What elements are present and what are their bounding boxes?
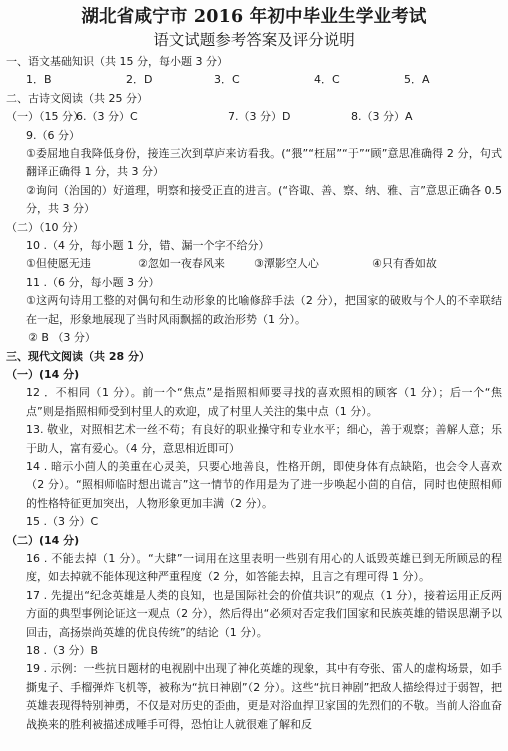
answer-3: 3．C: [214, 73, 240, 87]
section-1-answers: [6, 71, 502, 89]
answer-10-options: [6, 255, 502, 273]
section-2-heading: 二、古诗文阅读（共 25 分）: [6, 91, 148, 105]
answer-12: 12 ．不相同（1 分）。前一个“焦点”是指照相师要寻找的喜欢照相的顾客（1 分）；后一个“焦点”则是指照相师受到村里人的欢迎，成了村里人关注的集中点（1 分）。: [26, 386, 502, 418]
answer-19: 19 . 示例：一些抗日题材的电视剧中出现了神化英雄的现象，其中有夸张、雷人的虚构场景，如手撕鬼子、手榴弹炸飞机等，被称为“抗日神剧”（2 分）。这些“抗日神剧”把敌人描绘得过于弱智，把英雄表现得特别神勇，不仅是对历史的歪曲，更是对浴血捍卫家国的先烈们的不敬。当前人浴血奋战换来的胜利被描述成唾手可得，恐怕让人就很难了解和反: [26, 662, 502, 731]
answer-16: 16 . 不能去掉（1 分）。“大肆”一词用在这里表明一些别有用心的人诋毁英雄已到无所顾忌的程度，如去掉就不能体现这种严重程度（2 分，如答能去掉，且言之有理可得 1 分）。: [26, 551, 502, 584]
answer-9-1: ①委屈地自我降低身份，接连三次到草庐来访看我。(“猥”“枉屈”“于”“顾”意思准确得 2 分，句式翻译正确得 1 分，共 3 分）: [26, 147, 502, 179]
part-1-label: （一）（15 分）: [6, 110, 84, 124]
answer-10-4: ④只有香如故: [372, 257, 437, 271]
answer-11-1: ①这两句诗用工整的对偶句和生动形象的比喻修辞手法（2 分），把国家的破败与个人的不幸联结在一起，形象地展现了当时风雨飘摇的政治形势（1 分）。: [26, 294, 502, 326]
answer-13: 13. 敬业，对照相艺术一丝不苟；有良好的职业操守和专业水平；细心，善于观察；善解人意；乐于助人，富有爱心。（4 分，意思相近即可）: [26, 423, 502, 455]
answer-5: 5．A: [404, 73, 430, 87]
answer-11-2: ② B （3 分）: [28, 331, 96, 345]
section-3-part-1-label: （一）(14 分): [6, 367, 80, 381]
document-subtitle: 语文试题参考答案及评分说明: [153, 31, 355, 49]
answer-7: 7.（3 分）D: [228, 110, 291, 124]
document-title: 湖北省咸宁市 2016 年初中毕业生学业考试: [81, 7, 427, 27]
answer-4: 4．C: [314, 73, 340, 87]
answer-10-2: ②忽如一夜春风来: [138, 257, 225, 271]
answer-1: 1．B: [26, 73, 52, 87]
answer-15: 15 .（3 分）C: [26, 515, 99, 529]
question-9-label: 9.（6 分）: [26, 128, 80, 142]
answer-8: 8.（3 分）A: [351, 110, 413, 124]
answer-10-3: ③潭影空人心: [254, 257, 319, 271]
answer-9-2: ②询问（治国的）好道理，明察和接受正直的进言。(“咨诹、善、察、纳、雅、言”意思正确各 0.5 分，共 3 分）: [26, 183, 502, 216]
answer-17: 17 . 先提出“纪念英雄是人类的良知，也是国际社会的价值共识”的观点（1 分），接着运用正反两方面的典型事例论证这一观点（2 分），然后得出“必须对否定我们国家和民族英雄的错误思潮予以回击，高扬崇尚英雄的优良传统”的结论（1 分）。: [26, 588, 502, 639]
answer-2: 2．D: [126, 73, 153, 87]
answer-18: 18 .（3 分）B: [26, 644, 99, 657]
question-10-label: 10 .（4 分，每小题 1 分，错、漏一个字不给分）: [26, 239, 270, 253]
answer-14: 14 . 暗示小茴人的美重在心灵美，只要心地善良，性格开朗，即使身体有点缺陷，也会令人喜欢（2 分）。“照相师临时想出谎言”这一情节的作用是为了进一步唤起小茴的自信，同时也使照相师的性格特征更加突出，人物形象更加丰满（2 分）。: [26, 459, 502, 510]
answer-6: 6.（3 分）C: [76, 110, 138, 124]
section-1-heading: 一、语文基础知识（共 15 分，每小题 3 分）: [6, 55, 228, 68]
section-3-heading: 三、现代文阅读（共 28 分）: [6, 349, 150, 363]
question-11-label: 11 .（6 分，每小题 3 分）: [26, 275, 160, 289]
section-2-part-2-label: （二）（10 分）: [6, 220, 84, 234]
answer-10-1: ①但使愿无违: [26, 257, 91, 271]
section-3-part-2-label: （二）(14 分): [6, 533, 80, 547]
section-2-part-1-answers: [6, 108, 502, 126]
